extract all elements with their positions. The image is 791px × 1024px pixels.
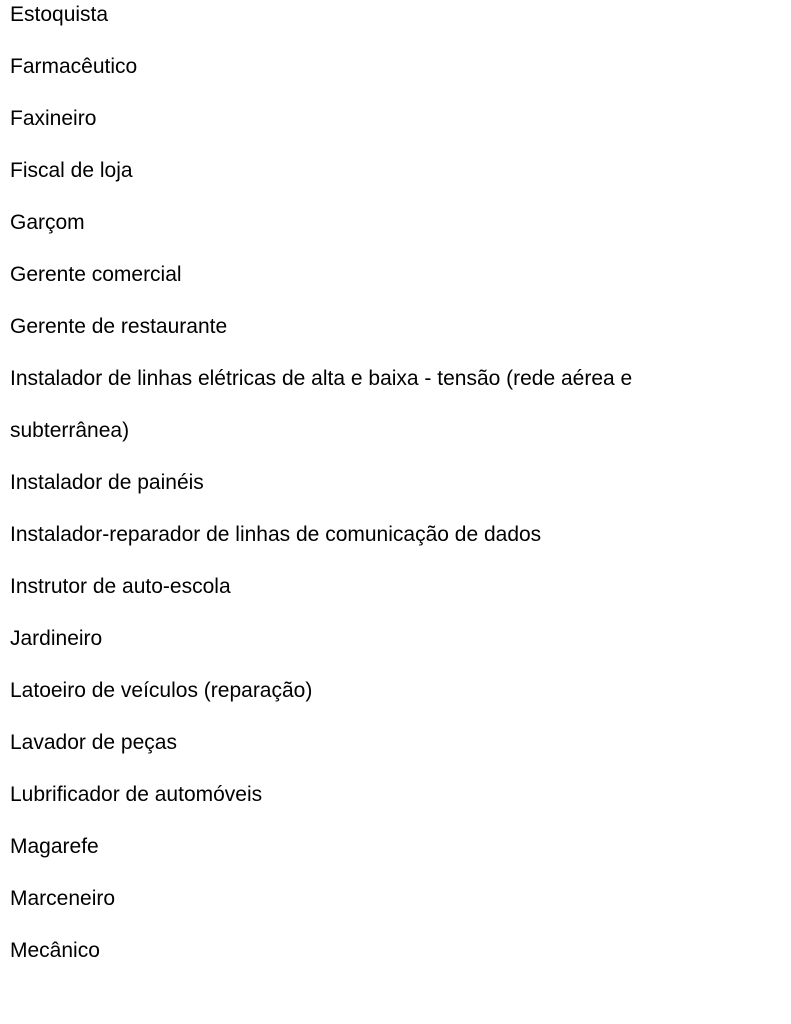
list-item: Mecânico [10,939,100,962]
list-item: Gerente de restaurante [10,315,228,338]
list-item: Estoquista [10,3,109,26]
list-item: Instalador de linhas elétricas de alta e baixa - tensão (rede aérea e subterrânea) [10,367,633,442]
list-item: Magarefe [10,835,99,858]
list-item: Garçom [10,211,85,234]
list-item: Latoeiro de veículos (reparação) [10,679,313,702]
list-item: Jardineiro [10,627,103,650]
occupation-list [10,2,690,990]
list-item: Lavador de peças [10,731,177,754]
list-item: Instrutor de auto-escola [10,575,231,598]
list-item: Instalador de painéis [10,471,204,494]
list-item: Gerente comercial [10,263,182,286]
list-item: Farmacêutico [10,55,138,78]
list-item: Fiscal de loja [10,159,133,182]
list-item: Marceneiro [10,887,116,910]
list-item: Faxineiro [10,107,97,130]
list-item: Lubrificador de automóveis [10,783,263,806]
list-item: Instalador-reparador de linhas de comunicação de dados [10,523,542,546]
